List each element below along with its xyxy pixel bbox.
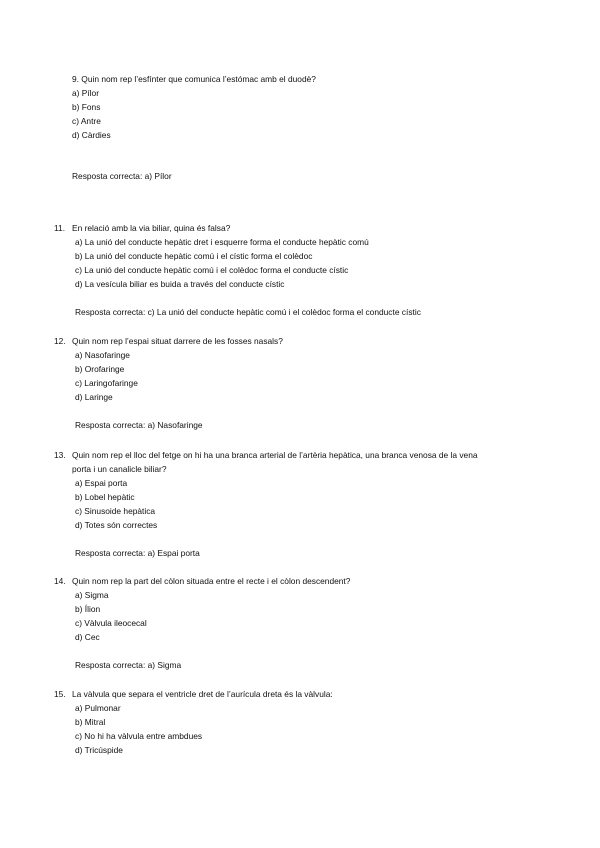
question-11-text: En relació amb la via biliar, quina és falsa? [72, 223, 231, 233]
question-14-text: Quin nom rep la part del còlon situada entre el recte i el còlon descendent? [72, 576, 351, 586]
question-11-option-a: a) La unió del conducte hepàtic dret i esquerre forma el conducte hepàtic comú [75, 237, 369, 247]
question-15-option-b: b) Mitral [75, 717, 106, 727]
question-12-option-c: c) Laringofaringe [75, 378, 138, 388]
question-14-answer: Resposta correcta: a) Sigma [75, 660, 182, 670]
question-11-option-d: d) La vesícula biliar es buida a través del conducte cístic [75, 279, 285, 289]
question-15-number: 15. [54, 689, 66, 699]
question-14-option-b: b) Ílion [75, 604, 101, 614]
question-13-option-b: b) Lobel hepàtic [75, 492, 135, 502]
question-13-option-d: d) Totes són correctes [75, 520, 158, 530]
question-15-option-d: d) Tricúspide [75, 745, 123, 755]
question-13-answer: Resposta correcta: a) Espai porta [75, 548, 200, 558]
question-14-number: 14. [54, 576, 66, 586]
question-9-answer: Resposta correcta: a) Pílor [72, 171, 172, 181]
question-12-number: 12. [54, 336, 66, 346]
question-11-option-b: b) La unió del conducte hepàtic comú i el cístic forma el colèdoc [75, 251, 313, 261]
question-13-text-line2: porta i un canalicle biliar? [72, 464, 167, 474]
question-9-option-a: a) Pílor [72, 88, 99, 98]
question-13-option-a: a) Espai porta [75, 478, 128, 488]
question-11-answer: Resposta correcta: c) La unió del conducte hepàtic comú i el colèdoc forma el conducte cístic [75, 307, 421, 317]
question-9-option-d: d) Càrdies [72, 130, 111, 140]
question-13-number: 13. [54, 450, 66, 460]
question-14-option-d: d) Cec [75, 632, 100, 642]
question-12-option-d: d) Laringe [75, 392, 113, 402]
question-11-number: 11. [54, 223, 66, 233]
question-15-option-a: a) Pulmonar [75, 703, 121, 713]
question-14-option-c: c) Vàlvula ileocecal [75, 618, 147, 628]
question-15-option-c: c) No hi ha vàlvula entre ambdues [75, 731, 203, 741]
question-13-option-c: c) Sinusoide hepàtica [75, 506, 156, 516]
question-9-option-b: b) Fons [72, 102, 101, 112]
question-11-option-c: c) La unió del conducte hepàtic comú i el colèdoc forma el conducte cístic [75, 265, 349, 275]
question-12-option-b: b) Orofaringe [75, 364, 125, 374]
question-15-text: La vàlvula que separa el ventricle dret de l’aurícula dreta és la vàlvula: [72, 689, 333, 699]
question-12-option-a: a) Nasofaringe [75, 350, 130, 360]
question-14-option-a: a) Sigma [75, 590, 109, 600]
question-12-text: Quin nom rep l’espai situat darrere de les fosses nasals? [72, 336, 283, 346]
question-13-text-line1: Quin nom rep el lloc del fetge on hi ha una branca arterial de l’artèria hepàtica, una branca venosa de la vena [72, 450, 478, 460]
question-9-text: 9. Quin nom rep l’esfínter que comunica l’estómac amb el duodè? [72, 74, 316, 84]
question-12-answer: Resposta correcta: a) Nasofaringe [75, 420, 203, 430]
question-9-option-c: c) Antre [72, 116, 101, 126]
